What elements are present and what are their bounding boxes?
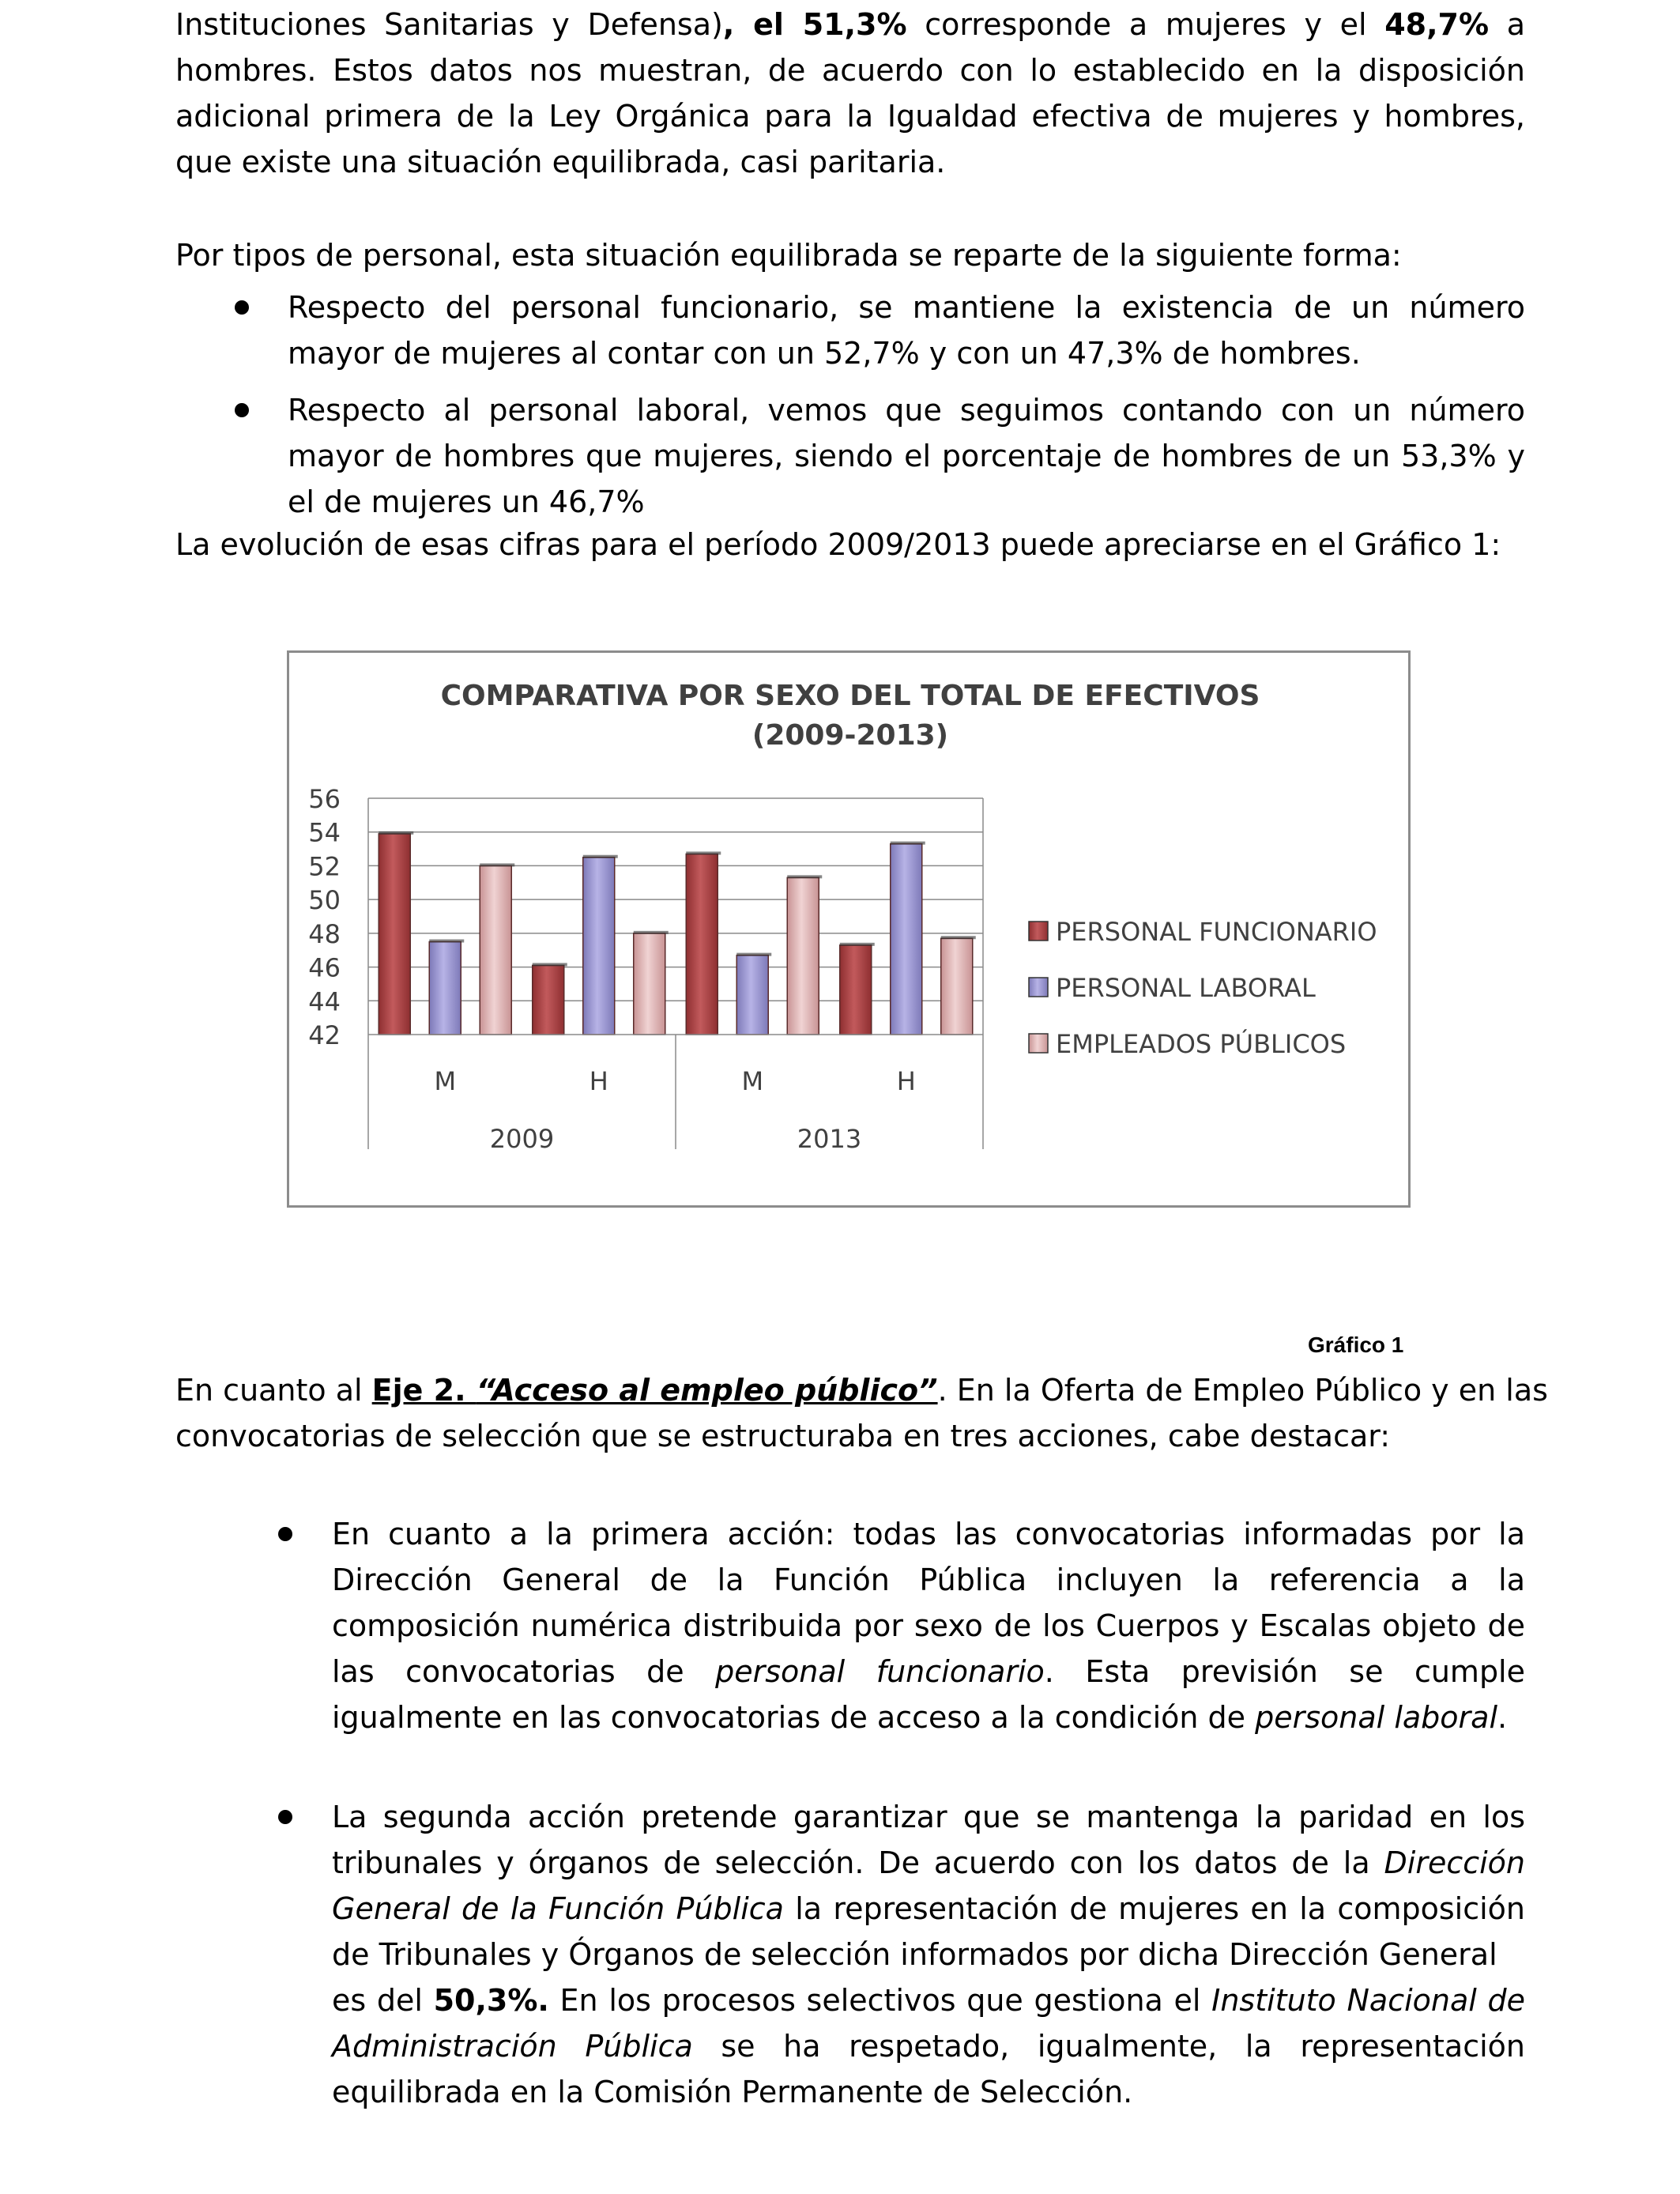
text-line: hombres. Estos datos nos muestran, de acuerdo con lo establecido en la disposición bbox=[175, 53, 1525, 88]
chart-subtitle: (2009-2013) bbox=[751, 719, 949, 752]
x-axis bbox=[368, 1035, 983, 1154]
bar-top-edge bbox=[891, 842, 925, 845]
italic-run: personal funcionario bbox=[715, 1654, 1045, 1689]
x-tick-label: H bbox=[896, 1066, 916, 1096]
x-group-label: 2009 bbox=[489, 1124, 555, 1154]
text-line: mayor de mujeres al contar con un 52,7% y con un 47,3% de hombres. bbox=[288, 336, 1361, 371]
bar-personal-funcionario-1 bbox=[533, 965, 564, 1035]
text-line bbox=[332, 1695, 1525, 1740]
list-item bbox=[175, 387, 1525, 525]
bullet-list-acciones bbox=[175, 1511, 1525, 2115]
legend-label: PERSONAL LABORAL bbox=[1056, 973, 1316, 1003]
paragraph-3 bbox=[175, 1367, 1548, 1459]
italic-run: personal laboral bbox=[1255, 1700, 1497, 1735]
bar-top-edge bbox=[533, 963, 567, 966]
x-tick-label: M bbox=[434, 1066, 457, 1096]
bar-empleados-p-blicos-3 bbox=[941, 938, 973, 1035]
bar-personal-laboral-3 bbox=[891, 844, 922, 1035]
figure-caption: Gráfico 1 bbox=[1308, 1333, 1404, 1357]
paragraph-2-outro bbox=[175, 522, 1525, 567]
text-line: Por tipos de personal, esta situación equilibrada se reparte de la siguiente forma: bbox=[175, 238, 1402, 273]
text-run: . En la Oferta de Empleo Público y en las bbox=[937, 1373, 1548, 1408]
text-line: composición numérica distribuida por sexo de los Cuerpos y Escalas objeto de bbox=[332, 1608, 1525, 1643]
y-tick-label: 42 bbox=[308, 1020, 341, 1050]
text-line: En cuanto a la primera acción: todas las convocatorias informadas por la bbox=[332, 1517, 1525, 1551]
bar-top-edge bbox=[429, 940, 464, 943]
x-tick-label: H bbox=[589, 1066, 608, 1096]
y-axis bbox=[308, 784, 341, 1050]
legend-swatch bbox=[1029, 922, 1048, 941]
text-run: a bbox=[1489, 7, 1526, 42]
text-run: las convocatorias de bbox=[332, 1654, 716, 1689]
bar-personal-laboral-1 bbox=[583, 858, 615, 1035]
bar-empleados-p-blicos-1 bbox=[634, 933, 665, 1035]
bullet-list-personal bbox=[175, 285, 1525, 525]
text-line: de Tribunales y Órganos de selección informados por dicha Dirección General bbox=[332, 1937, 1497, 1972]
chart-title: COMPARATIVA POR SEXO DEL TOTAL DE EFECTIVOS bbox=[440, 680, 1260, 712]
chart-frame bbox=[287, 650, 1411, 1208]
text-run: es del bbox=[332, 1983, 434, 2018]
bar-top-edge bbox=[787, 875, 822, 878]
text-line: La segunda acción pretende garantizar que se mantenga la paridad en los bbox=[332, 1800, 1525, 1834]
text-run: Instituciones Sanitarias y Defensa) bbox=[175, 7, 723, 42]
legend-swatch bbox=[1029, 978, 1048, 997]
y-tick-label: 48 bbox=[308, 918, 341, 949]
bullet-icon bbox=[278, 1810, 292, 1824]
text-run: se ha respetado, igualmente, la representación bbox=[692, 2029, 1526, 2064]
bar-personal-laboral-0 bbox=[429, 942, 461, 1035]
bullet-icon bbox=[235, 403, 249, 417]
bar-personal-funcionario-2 bbox=[686, 854, 718, 1035]
text-line bbox=[175, 1367, 1548, 1413]
text-line bbox=[332, 1840, 1525, 1886]
y-tick-label: 50 bbox=[308, 885, 341, 916]
x-tick-label: M bbox=[741, 1066, 764, 1096]
bold-percentage: 50,3%. bbox=[433, 1983, 549, 2018]
bar-personal-funcionario-0 bbox=[379, 834, 410, 1035]
text-line: convocatorias de selección que se estructuraba en tres acciones, cabe destacar: bbox=[175, 1419, 1391, 1453]
bar-top-edge bbox=[941, 936, 976, 939]
y-tick-label: 46 bbox=[308, 952, 341, 983]
text-run: , el bbox=[722, 7, 803, 42]
text-line: adicional primera de la Ley Orgánica para la Igualdad efectiva de mujeres y hombres, bbox=[175, 99, 1525, 134]
text-run: En los procesos selectivos que gestiona el bbox=[548, 1983, 1212, 2018]
legend-swatch bbox=[1029, 1034, 1048, 1053]
list-item bbox=[175, 1794, 1525, 2115]
list-item bbox=[175, 1511, 1525, 1740]
paragraph-2-intro bbox=[175, 232, 1525, 278]
text-line: Respecto del personal funcionario, se mantiene la existencia de un número bbox=[288, 290, 1525, 325]
italic-run: Administración Pública bbox=[332, 2029, 693, 2064]
italic-run: General de la Función Pública bbox=[332, 1891, 784, 1926]
bar-top-edge bbox=[583, 855, 618, 858]
bar-top-edge bbox=[840, 943, 875, 946]
text-run: la representación de mujeres en la composición bbox=[783, 1891, 1525, 1926]
italic-run: Dirección bbox=[1384, 1845, 1525, 1880]
eje-title: “Acceso al empleo público” bbox=[476, 1373, 938, 1408]
text-line: Respecto al personal laboral, vemos que seguimos contando con un número bbox=[288, 393, 1525, 428]
bar-empleados-p-blicos-0 bbox=[480, 865, 511, 1035]
y-tick-label: 54 bbox=[308, 817, 341, 848]
legend-label: EMPLEADOS PÚBLICOS bbox=[1056, 1029, 1347, 1059]
bullet-icon bbox=[235, 300, 249, 315]
text-run: corresponde a mujeres y el bbox=[906, 7, 1385, 42]
bullet-icon bbox=[278, 1527, 292, 1541]
text-line bbox=[175, 2, 1525, 47]
y-tick-label: 52 bbox=[308, 851, 341, 882]
x-group-label: 2013 bbox=[797, 1124, 862, 1154]
y-tick-label: 56 bbox=[308, 784, 341, 814]
list-item bbox=[175, 285, 1525, 376]
bar-personal-laboral-2 bbox=[736, 956, 768, 1035]
y-tick-label: 44 bbox=[308, 986, 341, 1017]
bar-personal-funcionario-3 bbox=[840, 945, 872, 1035]
text-line: equilibrada en la Comisión Permanente de Selección. bbox=[332, 2075, 1133, 2109]
bar-empleados-p-blicos-2 bbox=[787, 877, 819, 1035]
paragraph-1 bbox=[175, 2, 1525, 185]
text-line: La evolución de esas cifras para el período 2009/2013 puede apreciarse en el Gráfico 1: bbox=[175, 527, 1501, 562]
text-line bbox=[332, 1886, 1525, 1932]
italic-run: Instituto Nacional de bbox=[1211, 1983, 1525, 2018]
bar-top-edge bbox=[379, 831, 413, 835]
text-run: igualmente en las convocatorias de acceso a la condición de bbox=[332, 1700, 1256, 1735]
text-run: En cuanto al bbox=[175, 1373, 372, 1408]
bold-percentage: 51,3% bbox=[802, 7, 907, 42]
chart-legend bbox=[1029, 917, 1377, 1059]
text-line bbox=[332, 2023, 1525, 2069]
bar-top-edge bbox=[634, 931, 669, 934]
text-line bbox=[332, 1977, 1525, 2023]
text-line: Dirección General de la Función Pública incluyen la referencia a la bbox=[332, 1563, 1525, 1597]
text-line: el de mujeres un 46,7% bbox=[288, 484, 645, 519]
bold-percentage: 48,7% bbox=[1384, 7, 1490, 42]
bar-chart bbox=[289, 653, 1408, 1205]
bar-top-edge bbox=[736, 953, 771, 956]
text-run: . bbox=[1497, 1700, 1508, 1735]
text-line bbox=[332, 1649, 1525, 1695]
text-run: tribunales y órganos de selección. De acuerdo con los datos de la bbox=[332, 1845, 1384, 1880]
text-run: . Esta previsión se cumple bbox=[1044, 1654, 1525, 1689]
eje-label: Eje 2. bbox=[371, 1373, 477, 1408]
text-line: que existe una situación equilibrada, casi paritaria. bbox=[175, 145, 946, 179]
bar-top-edge bbox=[480, 863, 514, 866]
bar-top-edge bbox=[686, 851, 721, 854]
text-line: mayor de hombres que mujeres, siendo el porcentaje de hombres de un 53,3% y bbox=[288, 439, 1525, 473]
legend-label: PERSONAL FUNCIONARIO bbox=[1056, 917, 1377, 947]
